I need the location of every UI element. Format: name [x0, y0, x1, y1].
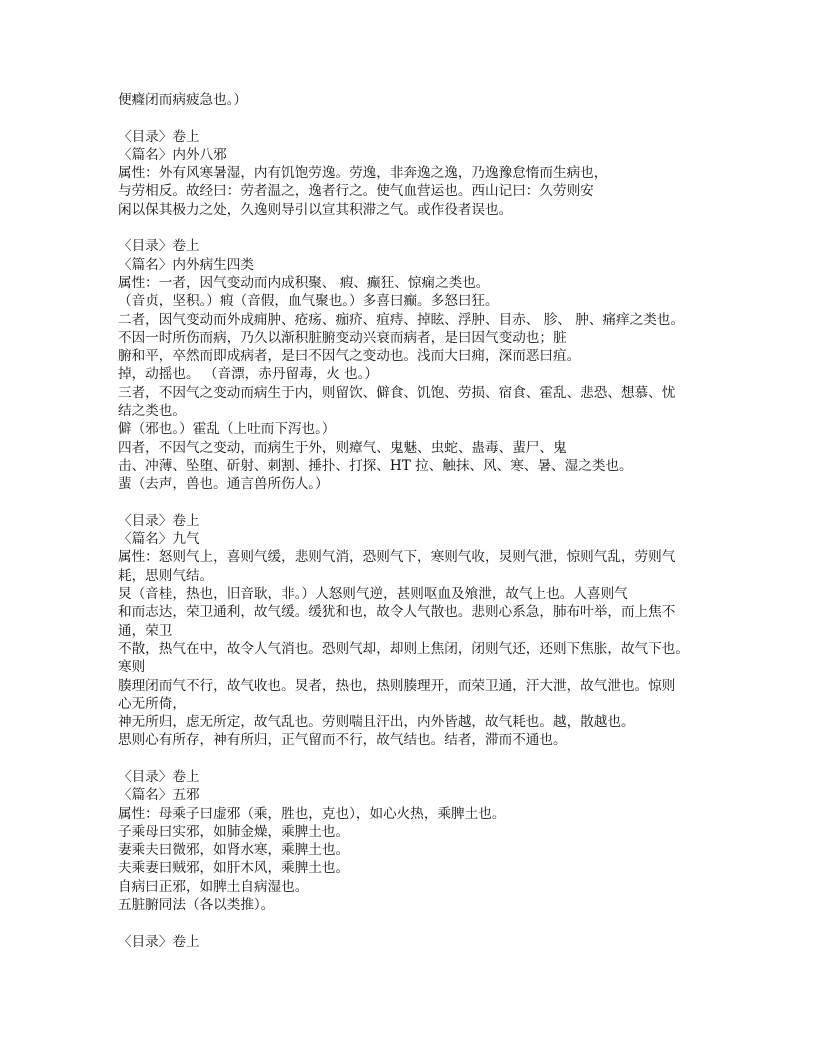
blank-line [118, 494, 718, 512]
text-line: 五脏腑同法（各以类推）。 [118, 897, 275, 914]
text-line: 便癃闭而病疲急也。） [118, 92, 248, 108]
text-line: 和而志达，荣卫通利，故气缓。缓犹和也，故令人气散也。悲则心系急，肺布叶举，而上焦不 [118, 604, 676, 621]
blank-line [118, 914, 718, 932]
text-line: 自病曰正邪，如脾土自病湿也。 [118, 878, 309, 895]
text-line: （音贞，坚积。）瘕（音假，血气聚也。）多喜曰癫。多怒曰狂。 [118, 293, 499, 310]
text-line: 〈篇名〉内外八邪 [118, 146, 227, 163]
text-line: 蜚（去声，兽也。通言兽所伤人。） [118, 476, 329, 493]
text-line: 结之类也。 [118, 403, 186, 420]
text-line: 不散，热气在中，故令人气消也。恐则气却，却则上焦闭，闭则气还，还则下焦胀，故气下也。 [118, 640, 689, 657]
text-line: 属性：怒则气上，喜则气缓，悲则气消，恐则气下，寒则气收，炅则气泄，惊则气乱，劳则气 [118, 549, 676, 566]
text-line: 思则心有所存，神有所归，正气留而不行，故气结也。结者，滞而不通也。 [118, 732, 567, 749]
text-line: 腑和平，卒然而即成病者，是曰不因气之变动也。浅而大曰痈，深而恶曰疽。 [118, 348, 581, 365]
text-line: 僻（邪也。）霍乱（上吐而下泻也。） [118, 421, 336, 438]
text-line: 闲以保其极力之处，久逸则导引以宣其积滞之气。或作役者误也。 [118, 201, 513, 218]
text-line: 〈目录〉卷上 [118, 933, 200, 950]
text-line: 掉，动摇也。 （音漂，赤丹留毒，火 也。） [118, 366, 379, 383]
text-line: 心无所倚， [118, 695, 186, 712]
text-line: 与劳相反。故经曰：劳者温之，逸者行之。使气血营运也。西山记曰：久劳则安 [118, 183, 594, 200]
text-line: 〈篇名〉内外病生四类 [118, 256, 254, 273]
text-line: 妻乘夫曰微邪，如肾水寒，乘脾土也。 [118, 842, 350, 859]
text-line: 耗，思则气结。 [118, 567, 214, 584]
text-line: 属性：外有风寒暑湿，内有饥饱劳逸。劳逸，非奔逸之逸，乃逸豫怠惰而生病也， [118, 165, 608, 182]
text-line: 通，荣卫 [118, 622, 173, 639]
text-line: 夫乘妻曰贼邪，如肝木风，乘脾土也。 [118, 860, 350, 877]
text-line: 属性：母乘子曰虚邪（乘，胜也，克也），如心火热，乘脾土也。 [118, 805, 506, 822]
text-line: 属性：一者，因气变动而内成积聚、 瘕、癫狂、惊痫之类也。 [118, 274, 490, 291]
text-line: 〈目录〉卷上 [118, 768, 200, 785]
blank-line [118, 219, 718, 237]
text-line: 击、冲薄、坠堕、斫射、刺割、捶扑、打探、HT 拉、触抹、风、寒、暑、湿之类也。 [118, 457, 633, 474]
text-line: 神无所归，虑无所定，故气乱也。劳则喘且汗出，内外皆越，故气耗也。越，散越也。 [118, 714, 635, 731]
text-line: 二者，因气变动而外成痈肿、疮疡、痂疥、疽痔、掉眩、浮肿、目赤、 胗、 肿、痛痒之类也。 [118, 311, 684, 328]
document-body [118, 91, 718, 951]
text-line: 〈目录〉卷上 [118, 512, 200, 529]
text-line: 子乘母曰实邪，如肺金燥，乘脾土也。 [118, 823, 350, 840]
blank-line [118, 750, 718, 768]
text-line: 炅（音桂，热也，旧音耿，非。）人怒则气逆，甚则呕血及飧泄，故气上也。人喜则气 [118, 586, 628, 603]
text-line: 四者，不因气之变动，而病生于外，则瘴气、鬼魅、虫蛇、蛊毒、蜚尸、鬼 [118, 439, 567, 456]
blank-line [118, 109, 718, 127]
text-line: 〈篇名〉五邪 [118, 787, 200, 804]
text-line: 寒则 [118, 659, 146, 676]
text-line: 〈目录〉卷上 [118, 238, 200, 255]
text-line: 〈目录〉卷上 [118, 128, 200, 145]
text-line: 不因一时所伤而病，乃久以渐积脏腑变动兴衰而病者，是曰因气变动也；脏 [118, 329, 567, 346]
text-line: 腠理闭而气不行，故气收也。炅者，热也，热则腠理开，而荣卫通，汗大泄，故气泄也。惊则 [118, 677, 676, 694]
text-line: 〈篇名〉九气 [118, 531, 200, 548]
text-line: 三者，不因气之变动而病生于内，则留饮、僻食、饥饱、劳损、宿食、霍乱、悲恐、想慕、忧 [118, 384, 676, 401]
